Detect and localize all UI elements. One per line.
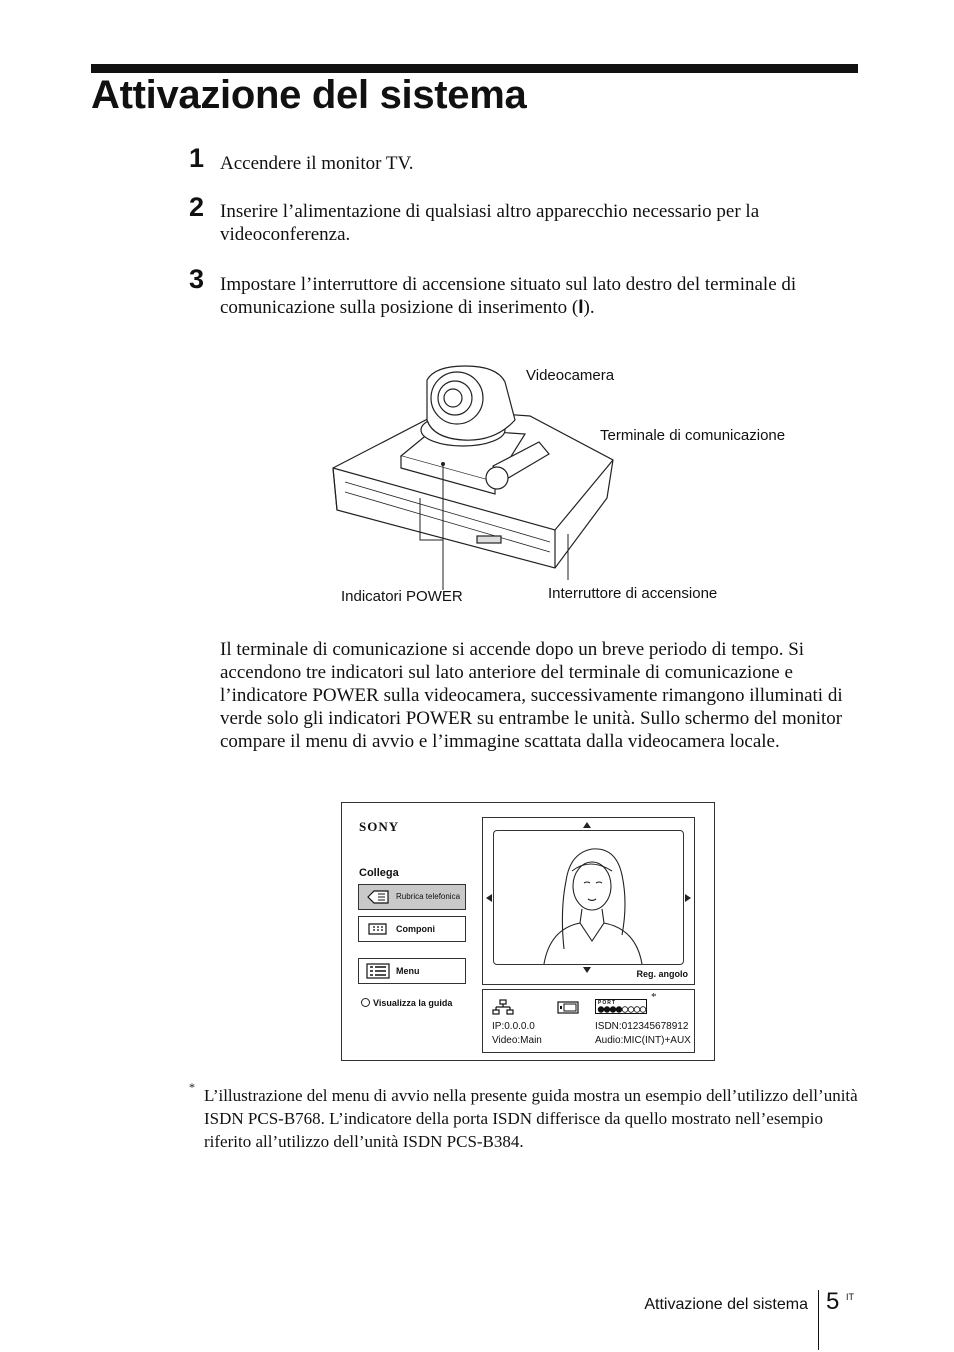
footer-section-title: Attivazione del sistema [644, 1296, 808, 1313]
isdn-port-indicator [595, 999, 647, 1014]
startup-description: Il terminale di comunicazione si accende dopo un breve periodo di tempo. Si accendono tre indicatori sul lato anteriore del terminale di comunicazione e l’indicatore POWER sulla videocamera, successivamente rimangono illuminati di verde solo gli indicatori POWER su entrambe le unità. Sullo schermo del monitor compare il menu di avvio e l’immagine scattata dalla videocamera locale. [220, 639, 843, 752]
title-rule [91, 64, 858, 73]
page-language-suffix: IT [846, 1292, 854, 1302]
page-title: Attivazione del sistema [91, 73, 527, 117]
terminal-illustration [325, 358, 625, 598]
port-footnote-mark: * [651, 991, 657, 1003]
pan-right-arrow-icon[interactable] [684, 893, 692, 903]
pan-left-arrow-icon[interactable] [485, 893, 493, 903]
step-text-1: Accendere il monitor TV. [220, 153, 414, 174]
step-text-3 [220, 273, 860, 319]
footnote-mark: * [189, 1080, 195, 1094]
phonebook-icon [366, 889, 390, 905]
menu-list-icon [366, 963, 390, 979]
video-source-icon [557, 1001, 579, 1014]
video-source: Video:Main [492, 1035, 542, 1046]
startup-menu-screen [341, 802, 715, 1061]
guide-label: Visualizza la guida [373, 998, 453, 1008]
person-portrait-icon [494, 831, 683, 964]
step-text-2: Inserire l’alimentazione di qualsiasi altro apparecchio necessario per la videoconferenza. [220, 201, 760, 245]
port-label: PORT [598, 1000, 616, 1006]
pan-up-arrow-icon[interactable] [582, 821, 592, 829]
power-on-symbol: I [578, 297, 584, 318]
network-icon [492, 999, 514, 1015]
pan-down-arrow-icon[interactable] [582, 966, 592, 974]
footnote-text: L’illustrazione del menu di avvio nella presente guida mostra un esempio dell’utilizzo dell’unità ISDN PCS-B768. L’indicatore della porta ISDN differisce da quello mostrato nell’esempio riferito all’utilizzo dell’unità ISDN PCS-B384. [204, 1086, 858, 1151]
ip-address: IP:0.0.0.0 [492, 1021, 535, 1032]
label-power-indicators: Indicatori POWER [341, 588, 463, 605]
isdn-number: ISDN:012345678912 [595, 1021, 689, 1032]
label-camera: Videocamera [526, 367, 615, 384]
menu-button[interactable] [358, 958, 466, 984]
menu-label: Menu [396, 966, 420, 976]
label-power-switch: Interruttore di accensione [548, 585, 718, 602]
dial-icon [366, 921, 390, 937]
page-number: 5 [826, 1288, 840, 1315]
phonebook-button[interactable] [358, 884, 466, 910]
step-number-2: 2 [189, 192, 205, 222]
video-frame [493, 830, 684, 965]
sony-logo: SONY [359, 819, 400, 834]
status-panel [482, 989, 695, 1053]
audio-source: Audio:MIC(INT)+AUX [595, 1035, 691, 1046]
show-guide-toggle[interactable] [361, 998, 452, 1008]
step-number-3: 3 [189, 264, 205, 294]
label-terminal: Terminale di comunicazione [600, 427, 786, 444]
camera-angle-label: Reg. angolo [636, 969, 688, 979]
connect-section-label: Collega [359, 867, 399, 879]
local-camera-view [482, 817, 695, 985]
port-lamps-icon [597, 1006, 647, 1013]
step-number-1: 1 [189, 143, 205, 173]
step-3-text-before: Impostare l’interruttore di accensione situato sul lato destro del terminale di comunicazione sulla posizione di inserimento ( [220, 274, 797, 318]
guide-radio-icon [361, 998, 370, 1007]
dial-label: Componi [396, 924, 435, 934]
step-3-text-after: ). [583, 297, 595, 318]
phonebook-label: Rubrica telefonica [396, 892, 461, 901]
footer-divider [818, 1290, 819, 1350]
dial-button[interactable] [358, 916, 466, 942]
